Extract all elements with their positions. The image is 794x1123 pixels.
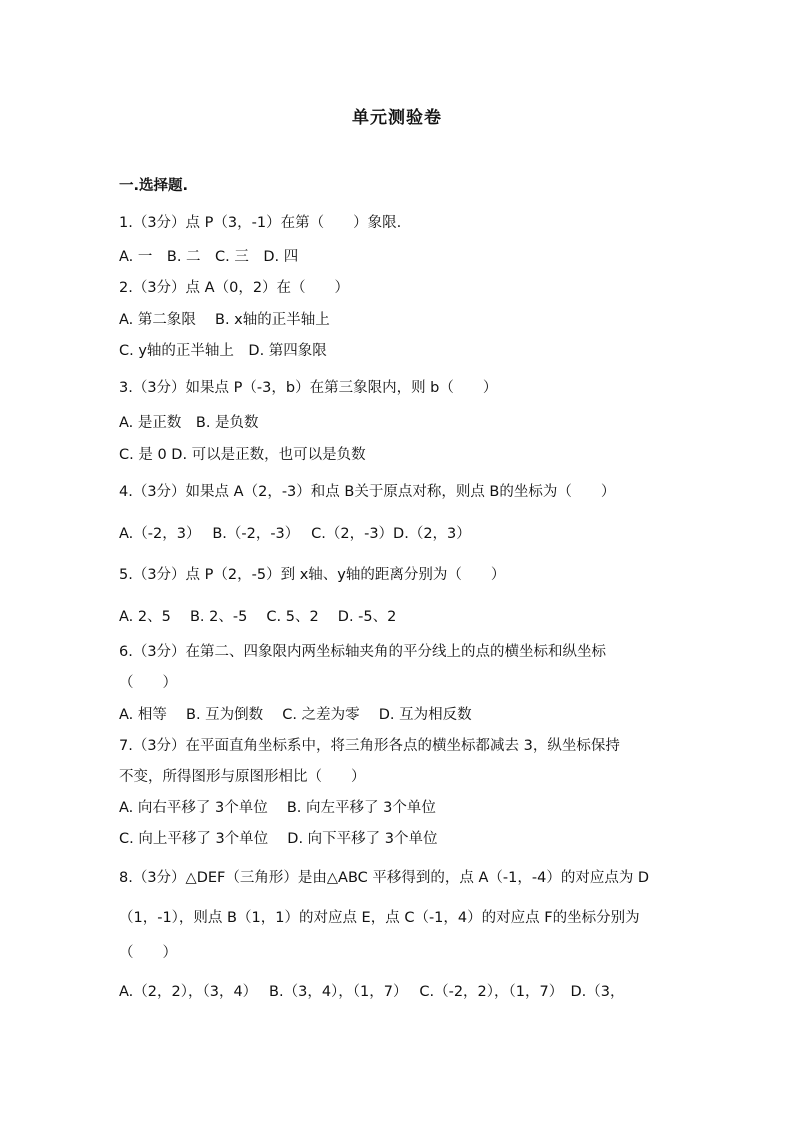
question-5-options: A. 2、5 B. 2、-5 C. 5、2 D. -5、2 [119, 609, 397, 625]
question-8-blank: （ ） [119, 945, 177, 961]
question-8: 8.（3分）△DEF（三角形）是由△ABC 平移得到的，点 A（-1，-4）的对应点为 D [119, 870, 650, 886]
question-7-options-c-d: C. 向上平移了 3个单位 D. 向下平移了 3个单位 [119, 831, 438, 847]
question-8-options: A.（2，2），（3，4） B.（3，4），（1，7） C.（-2，2），（1，7） D.（3， [119, 984, 625, 1000]
question-4: 4.（3分）如果点 A（2，-3）和点 B关于原点对称，则点 B的坐标为（ ） [119, 484, 616, 500]
question-3: 3.（3分）如果点 P（-3，b）在第三象限内，则 b（ ） [119, 380, 498, 396]
question-6-blank: （ ） [119, 675, 177, 691]
question-2-options-c-d: C. y轴的正半轴上 D. 第四象限 [119, 343, 327, 359]
question-7-continued: 不变，所得图形与原图形相比（ ） [119, 769, 366, 785]
section-heading: 一.选择题. [119, 178, 189, 194]
question-1-options: A. 一 B. 二 C. 三 D. 四 [119, 249, 299, 265]
question-6-options: A. 相等 B. 互为倒数 C. 之差为零 D. 互为相反数 [119, 707, 472, 723]
question-3-options-a-b: A. 是正数 B. 是负数 [119, 415, 259, 431]
question-4-options: A.（-2，3） B.（-2，-3） C.（2，-3）D.（2，3） [119, 526, 471, 542]
question-8-continued: （1，-1），则点 B（1，1）的对应点 E，点 C（-1，4）的对应点 F的坐标分别为 [119, 910, 640, 926]
question-1: 1.（3分）点 P（3，-1）在第（ ）象限. [119, 215, 402, 231]
question-7-options-a-b: A. 向右平移了 3个单位 B. 向左平移了 3个单位 [119, 800, 436, 816]
page-title: 单元测验卷 [352, 108, 442, 128]
question-5: 5.（3分）点 P（2，-5）到 x轴、y轴的距离分别为（ ） [119, 567, 506, 583]
question-2: 2.（3分）点 A（0，2）在（ ） [119, 280, 350, 296]
question-3-options-c-d: C. 是 0 D. 可以是正数，也可以是负数 [119, 447, 366, 463]
question-7: 7.（3分）在平面直角坐标系中，将三角形各点的横坐标都减去 3，纵坐标保持 [119, 738, 620, 754]
question-2-options-a-b: A. 第二象限 B. x轴的正半轴上 [119, 312, 330, 328]
question-6: 6.（3分）在第二、四象限内两坐标轴夹角的平分线上的点的横坐标和纵坐标 [119, 644, 607, 660]
